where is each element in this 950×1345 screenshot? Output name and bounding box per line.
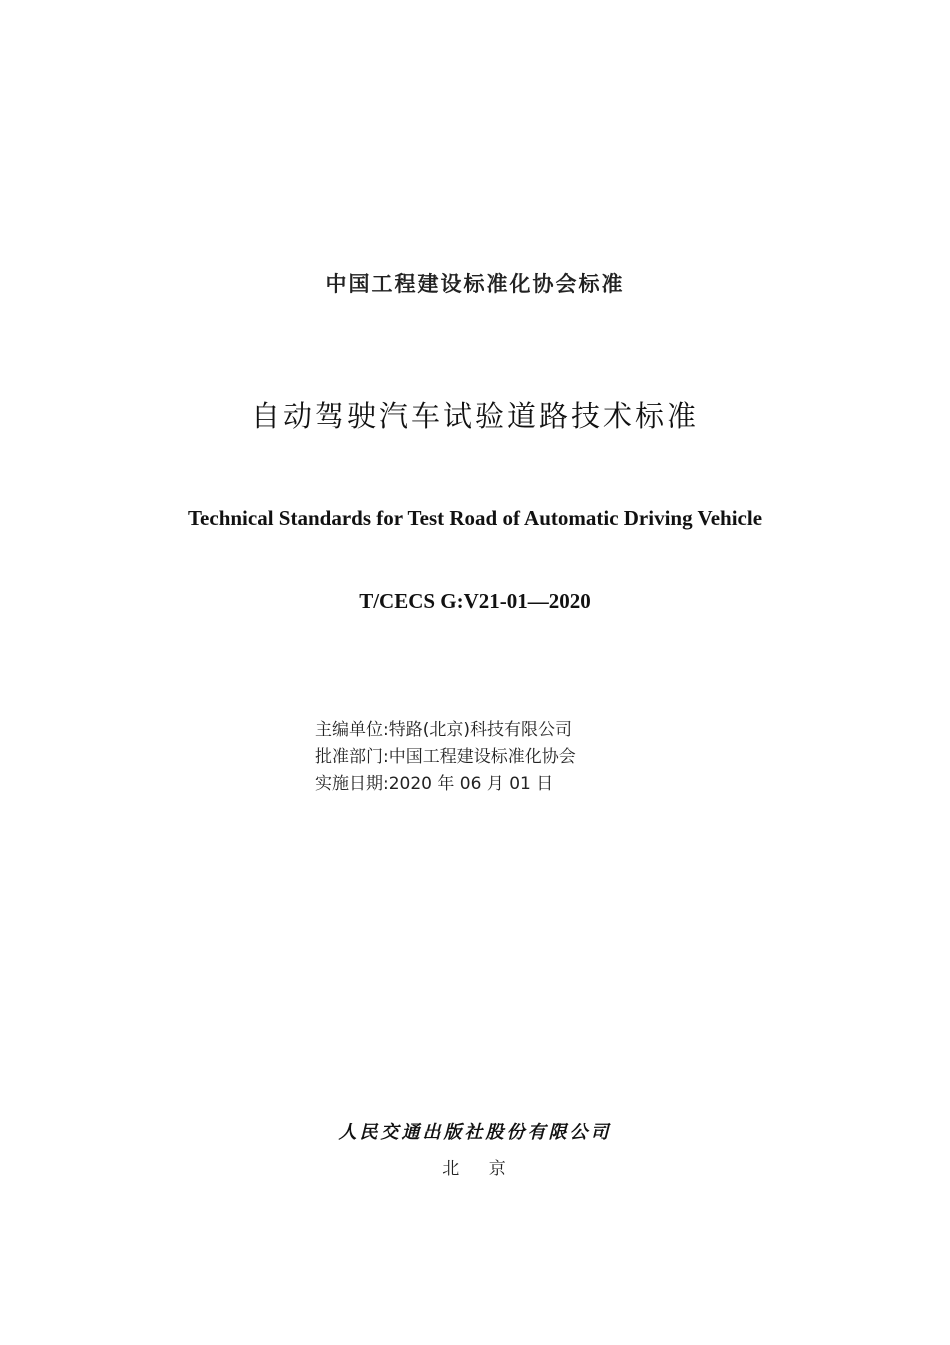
approval-department: 批准部门:中国工程建设标准化协会 bbox=[315, 747, 576, 767]
editor-unit: 主编单位:特路(北京)科技有限公司 bbox=[315, 720, 572, 740]
standard-code: T/CECS G:V21-01—2020 bbox=[359, 589, 591, 613]
metadata-block bbox=[315, 717, 576, 798]
publisher-name: 人民交通出版社股份有限公司 bbox=[338, 1122, 612, 1143]
publisher-city: 北 京 bbox=[442, 1159, 518, 1179]
title-english: Technical Standards for Test Road of Automatic Driving Vehicle bbox=[187, 506, 763, 530]
standard-category: 中国工程建设标准化协会标准 bbox=[325, 272, 625, 296]
title-chinese: 自动驾驶汽车试验道路技术标准 bbox=[250, 399, 699, 433]
effective-date: 实施日期:2020 年 06 月 01 日 bbox=[315, 774, 554, 794]
